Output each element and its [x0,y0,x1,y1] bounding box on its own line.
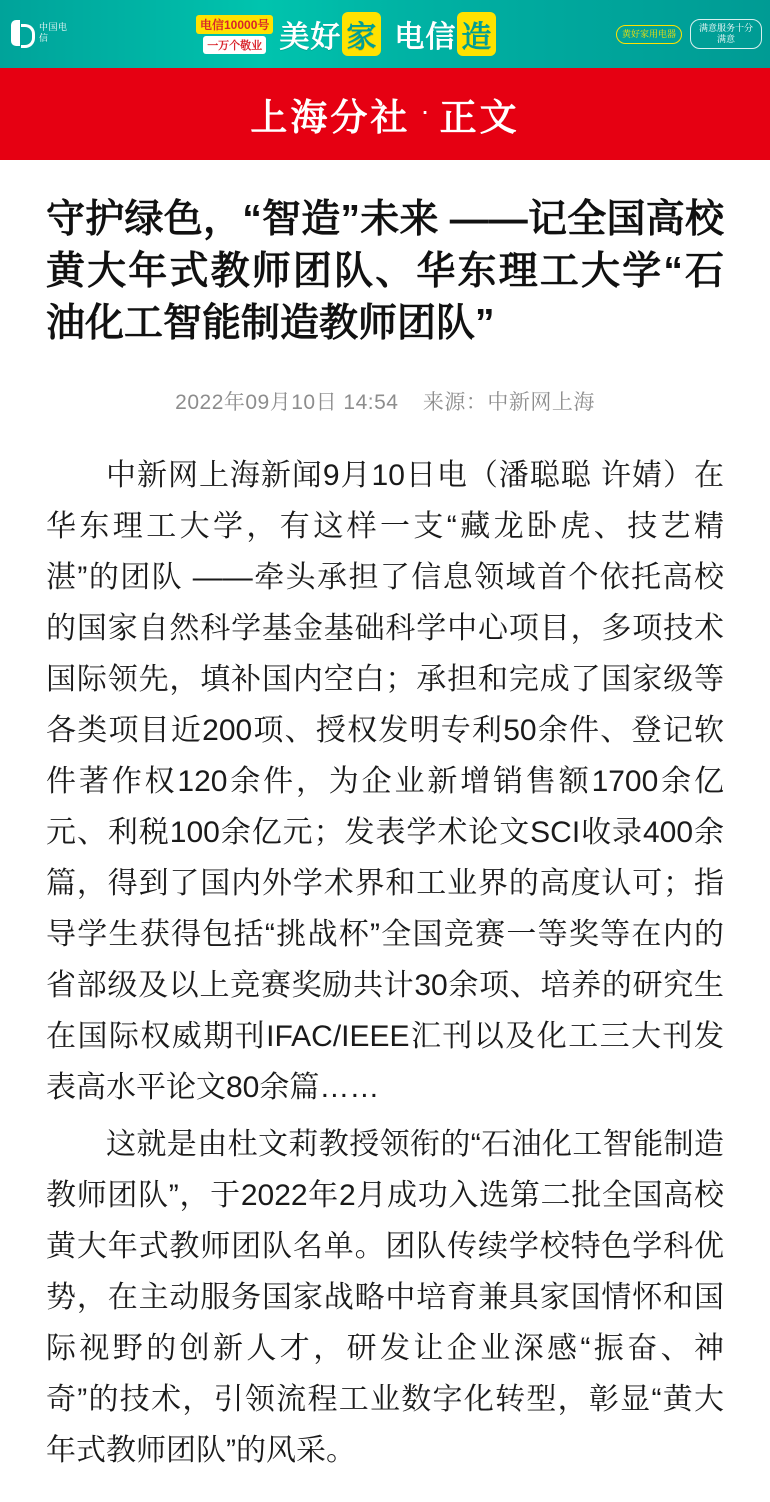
top-advertisement-banner[interactable] [0,0,770,68]
ad-hotline-number [196,15,273,54]
ad-right-badges [612,6,762,62]
ad-hotline-line2: 一万个敬业 [203,36,266,54]
china-telecom-mark-icon [8,19,34,47]
article-title: 守护绿色，“智造”未来 ——记全国高校黄大年式教师团队、华东理工大学“石油化工智能制造教师团队” [46,198,724,345]
header-section-label: 正文 [439,97,520,138]
ad-slogan-right [394,12,497,56]
china-telecom-logo-text: 中国电信 [39,22,68,43]
article-source-label: 来源： [422,391,488,414]
article-source-name: 中新网上海 [487,391,595,414]
ad-slogan-left [279,12,382,56]
ad-hotline-line1: 电信10000号 [196,15,273,34]
china-telecom-logo [8,12,82,54]
article-paragraph: 中新网上海新闻9月10日电（潘聪聪 许婧）在华东理工大学，有这样一支“藏龙卧虎、技艺精湛”的团队 ——牵头承担了信息领域首个依托高校的国家自然科学基金基础科学中心项目，多项技术国际领先，填补国内空白；承担和完成了国家级等各类项目近200项、授权发明专利50余件、登记软件著作权120余件，为企业新增销售额1700余亿元、利税100余亿元；发表学术论文SCI收录400余篇，得到了国内外学术界和工业界的高度认可；指导学生获得包括“挑战杯”全国竞赛一等奖等在内的省部级及以上竞赛奖励共计30余项、培养的研究生在国际权威期刊IFAC/IEEE汇刊以及化工三大刊发表高水平论文80余篇…… [46,459,724,1104]
ad-badge-service: 满意服务十分满意 [690,19,762,49]
article-container [0,160,770,1502]
article-meta [46,386,724,416]
ad-slogan-right-text: 电信 造 [394,21,497,54]
article-publish-datetime: 2022年09月10日 14:54 [175,391,399,414]
ad-slogan-left-text: 美好 家 [279,21,382,54]
ad-center-content [196,0,586,68]
ad-badge-appliance: 黄好家用电器 [616,25,682,44]
header-separator: · [420,95,430,126]
site-header [0,68,770,160]
header-branch-label: 上海分社 [250,97,411,138]
article-paragraph: 这就是由杜文莉教授领衔的“石油化工智能制造教师团队”，于2022年2月成功入选第二批全国高校黄大年式教师团队名单。团队传续学校特色学科优势，在主动服务国家战略中培育兼具家国情怀和国际视野的创新人才，研发让企业深感“振奋、神奇”的技术，引领流程工业数字化转型，彰显“黄大年式教师团队”的风采。 [46,1128,724,1467]
article-body [46,450,724,1476]
